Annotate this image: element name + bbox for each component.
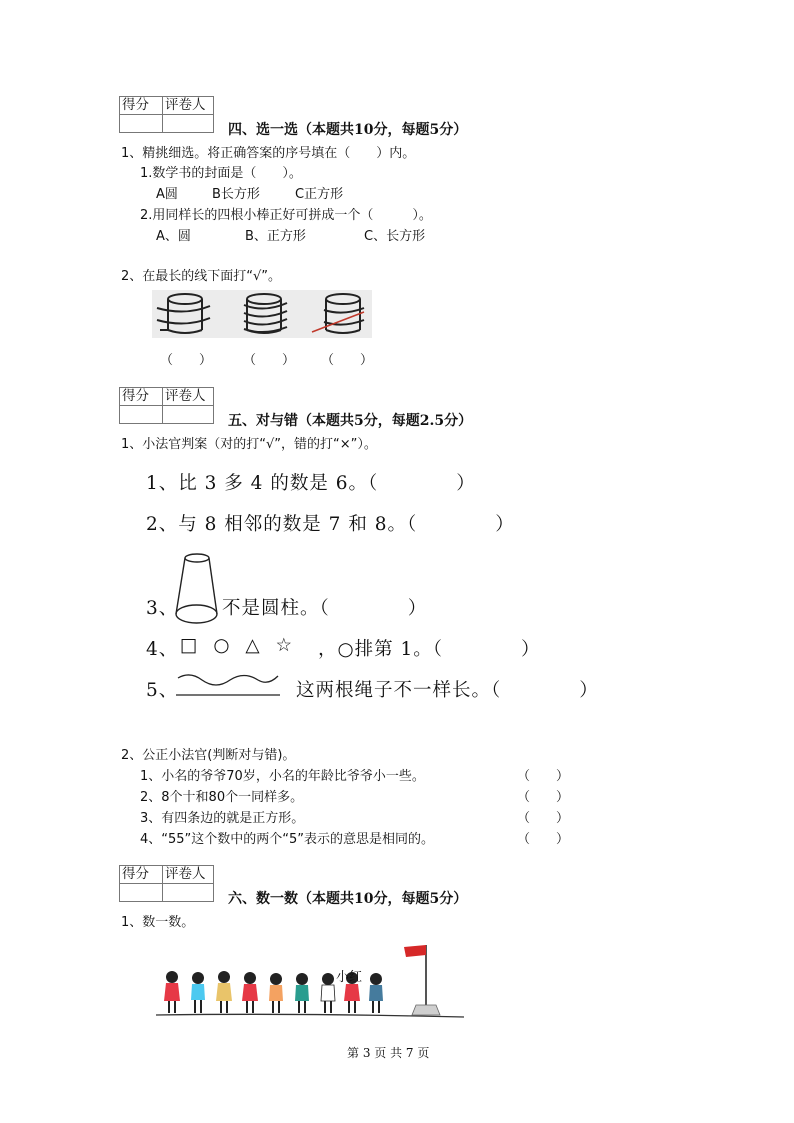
s4-q1-1-option-c: C正方形: [295, 187, 344, 202]
two-ropes-icon: [174, 672, 284, 700]
score-label: 得分: [120, 866, 163, 884]
s4-q2-answer-3[interactable]: （ ）: [321, 353, 374, 368]
s5-item-2: 2、与 8 相邻的数是 7 和 8。（ ）: [146, 514, 515, 535]
grader-label: 评卷人: [163, 388, 214, 406]
s5-item-5-text: 这两根绳子不一样长。（ ）: [296, 680, 599, 701]
score-cell[interactable]: [120, 406, 163, 424]
s5-item-4-text: ，○排第 1。（ ）: [318, 639, 541, 660]
s4-q1-2: 2.用同样长的四根小棒正好可拼成一个（ ）。: [140, 208, 432, 223]
grader-label: 评卷人: [163, 866, 214, 884]
grader-cell[interactable]: [163, 884, 214, 902]
score-box-2: [119, 387, 214, 424]
s5-q2-item-2: 2、8个十和80个一同样多。: [140, 790, 304, 805]
s5-q2-paren-1[interactable]: （ ）: [517, 769, 570, 784]
s5-q1-intro: 1、小法官判案（对的打“√”，错的打“×”）。: [121, 437, 377, 452]
s5-q2-intro: 2、公正小法官(判断对与错)。: [121, 748, 296, 763]
section4-title: 四、选一选（本题共10分，每题5分）: [228, 122, 468, 138]
section6-title: 六、数一数（本题共10分，每题5分）: [228, 891, 468, 907]
s5-item-4-num: 4、: [146, 639, 179, 660]
section5-title: 五、对与错（本题共5分，每题2.5分）: [228, 413, 473, 429]
s4-q1-2-option-b: B、正方形: [245, 229, 306, 244]
s5-q2-item-1: 1、小名的爷爷70岁，小名的年龄比爷爷小一些。: [140, 769, 425, 784]
cup-shape-icon: [172, 550, 222, 626]
s4-q2-answer-2[interactable]: （ ）: [243, 353, 296, 368]
s4-q1-1: 1.数学书的封面是（ ）。: [140, 166, 302, 181]
s5-q2-item-4: 4、“55”这个数中的两个“5”表示的意思是相同的。: [140, 832, 435, 847]
wound-cylinders-image: [152, 290, 372, 338]
flag-icon: [404, 945, 440, 1015]
score-label: 得分: [120, 97, 163, 115]
s6-q1: 1、数一数。: [121, 915, 195, 930]
s4-q1-1-option-b: B长方形: [212, 187, 260, 202]
xiaohong-label: 小红: [336, 970, 363, 985]
score-label: 得分: [120, 388, 163, 406]
score-box-3: [119, 865, 214, 902]
s5-item-3-text: 不是圆柱。（ ）: [222, 598, 428, 619]
s4-q2: 2、在最长的线下面打“√”。: [121, 269, 282, 284]
grader-cell[interactable]: [163, 115, 214, 133]
s5-q2-paren-4[interactable]: （ ）: [517, 832, 570, 847]
s5-q2-paren-3[interactable]: （ ）: [517, 811, 570, 826]
s5-item-3-num: 3、: [146, 598, 179, 619]
s5-item-5-num: 5、: [146, 680, 179, 701]
s4-q1-intro: 1、精挑细选。将正确答案的序号填在（ ）内。: [121, 146, 416, 161]
grader-label: 评卷人: [163, 97, 214, 115]
score-cell[interactable]: [120, 884, 163, 902]
s5-item-4-shapes: □ ○ △ ☆: [180, 635, 294, 656]
grader-cell[interactable]: [163, 406, 214, 424]
s4-q1-1-option-a: A圆: [156, 187, 178, 202]
score-cell[interactable]: [120, 115, 163, 133]
s4-q2-answer-1[interactable]: （ ）: [160, 353, 213, 368]
score-box-1: [119, 96, 214, 133]
children-queue-image: [150, 935, 470, 1025]
s5-q2-paren-2[interactable]: （ ）: [517, 790, 570, 805]
page-footer: 第 3 页 共 7 页: [347, 1046, 430, 1060]
s5-item-1: 1、比 3 多 4 的数是 6。（ ）: [146, 473, 476, 494]
s5-q2-item-3: 3、有四条边的就是正方形。: [140, 811, 305, 826]
s4-q1-2-option-c: C、长方形: [364, 229, 426, 244]
s4-q1-2-option-a: A、圆: [156, 229, 191, 244]
